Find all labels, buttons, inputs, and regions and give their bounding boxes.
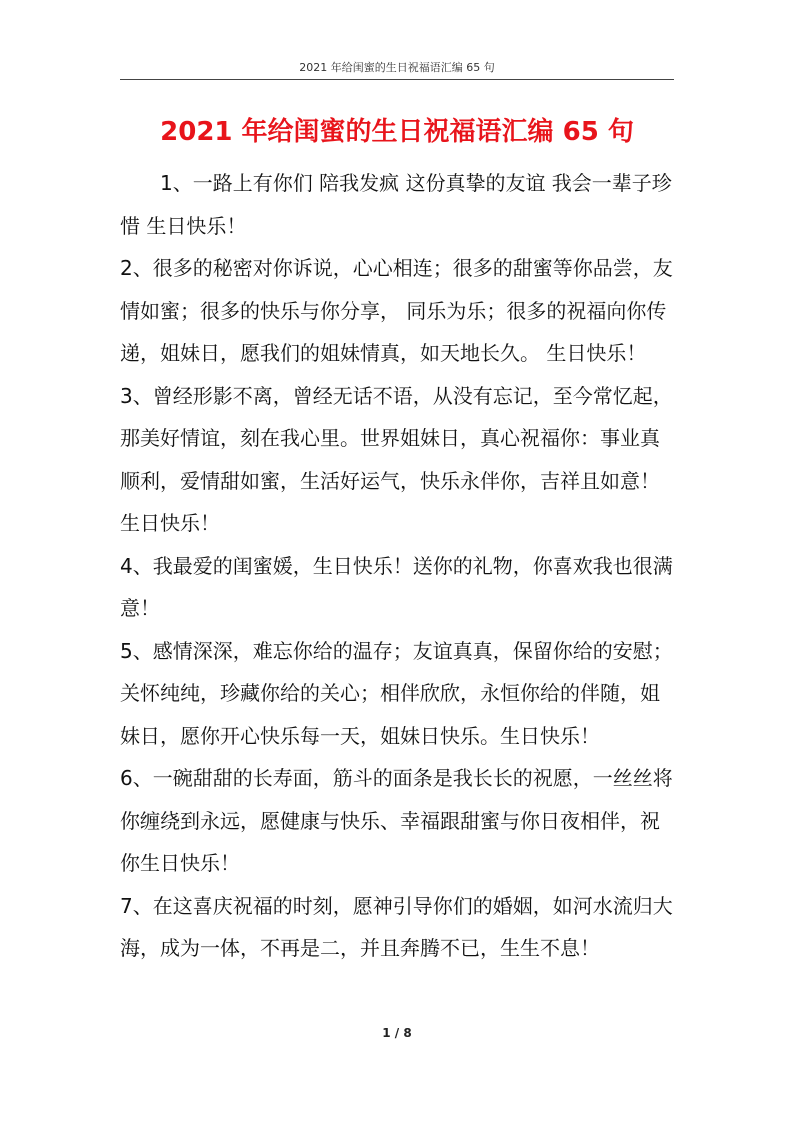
document-title: 2021 年给闺蜜的生日祝福语汇编 65 句 [160, 117, 634, 147]
blessing-paragraph-2: 2、很多的秘密对你诉说，心心相连；很多的甜蜜等你品尝，友情如蜜；很多的快乐与你分享， 同乐为乐；很多的祝福向你传递，姐妹日，愿我们的姐妹情真，如天地长久。 生日快乐！ [120, 256, 673, 365]
running-header: 2021 年给闺蜜的生日祝福语汇编 65 句 [299, 61, 495, 74]
blessing-paragraph-4: 4、我最爱的闺蜜媛，生日快乐！送你的礼物，你喜欢我也很满意！ [120, 553, 673, 620]
blessing-paragraph-1: 1、一路上有你们 陪我发疯 这份真挚的友谊 我会一辈子珍惜 生日快乐！ [120, 171, 672, 238]
blessing-paragraph-6: 6、一碗甜甜的长寿面，筋斗的面条是我长长的祝愿，一丝丝将你缠绕到永远，愿健康与快乐、幸福跟甜蜜与你日夜相伴，祝你生日快乐！ [120, 766, 673, 875]
blessing-paragraph-3: 3、曾经形影不离，曾经无话不语，从没有忘记，至今常忆起，那美好情谊，刻在我心里。世界姐妹日，真心祝福你：事业真顺利，爱情甜如蜜，生活好运气，快乐永伴你，吉祥且如意！ 生日快乐！ [120, 383, 673, 535]
page-number: 1 / 8 [382, 1026, 412, 1040]
blessing-paragraph-7: 7、在这喜庆祝福的时刻，愿神引导你们的婚姻，如河水流归大海，成为一体，不再是二，并且奔腾不已，生生不息！ [120, 893, 673, 960]
document-body [120, 162, 676, 970]
header-divider [120, 79, 674, 80]
blessing-paragraph-5: 5、感情深深，难忘你给的温存；友谊真真，保留你给的安慰；关怀纯纯，珍藏你给的关心；相伴欣欣，永恒你给的伴随，姐妹日，愿你开心快乐每一天，姐妹日快乐。生日快乐！ [120, 638, 673, 748]
